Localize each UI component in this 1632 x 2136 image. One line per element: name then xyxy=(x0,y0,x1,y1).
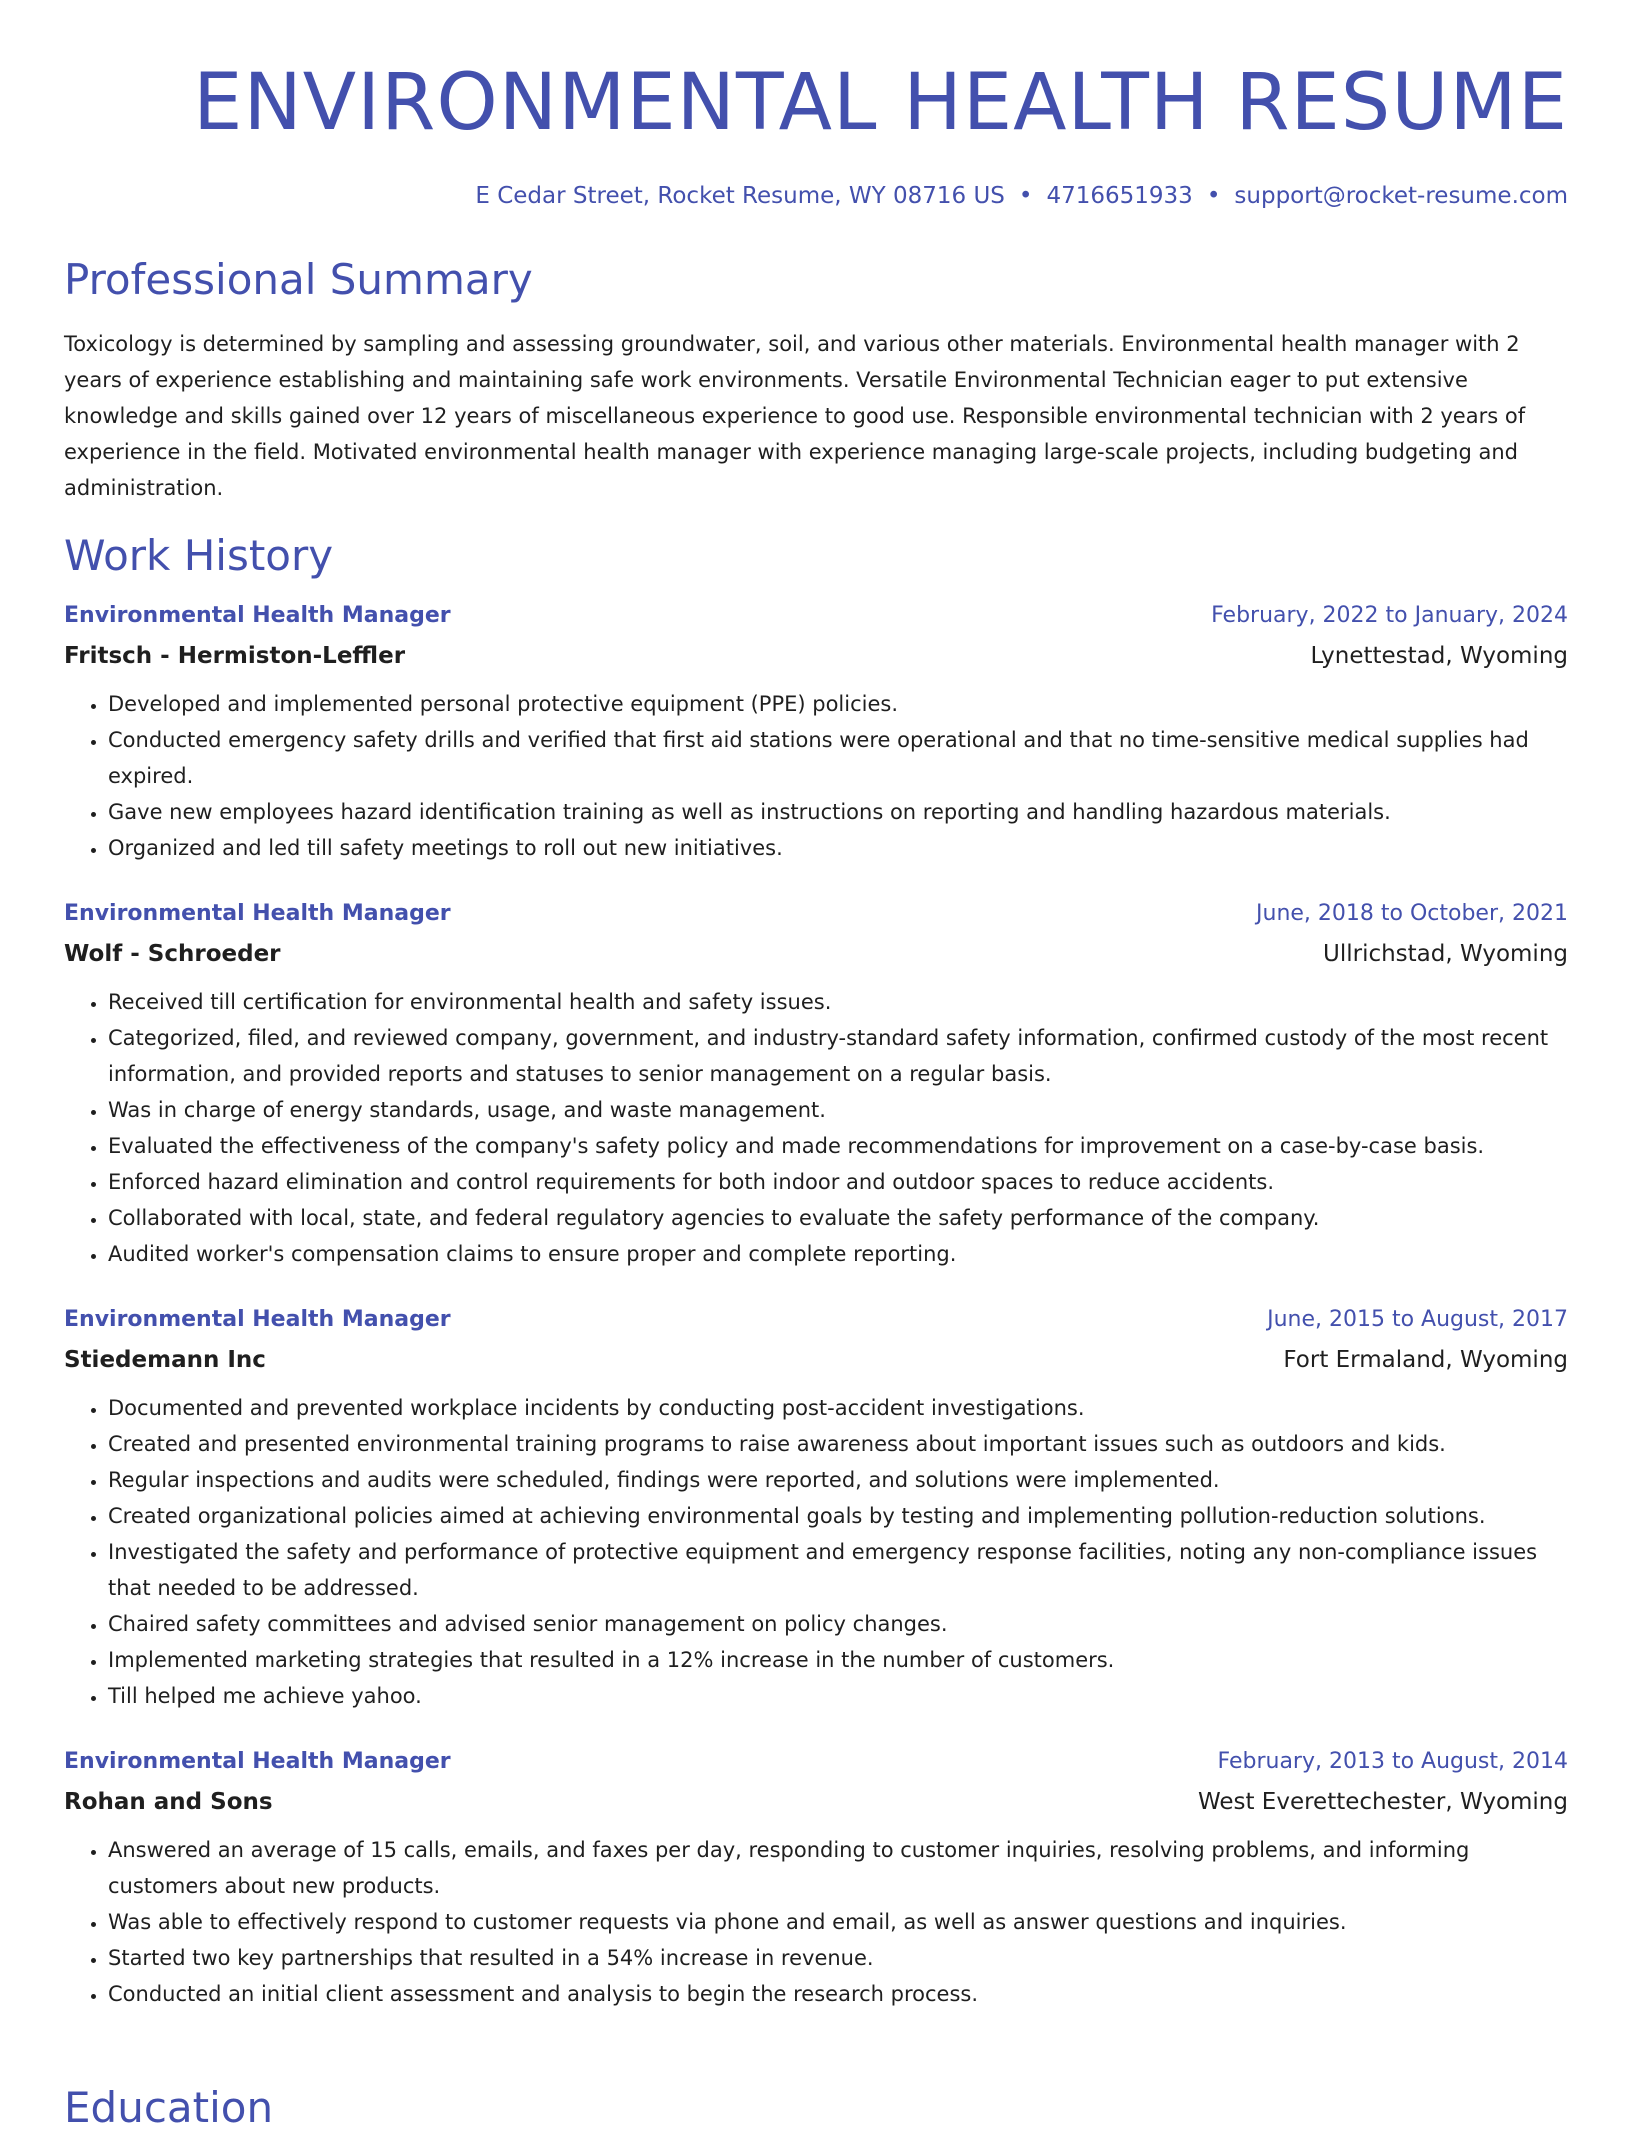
job-dates: June, 2018 to October, 2021 xyxy=(1256,901,1568,926)
job-location: West Everettechester, Wyoming xyxy=(1197,1789,1568,1815)
job-bullet: • Documented and prevented workplace incidents by conducting post-accident investigations. xyxy=(108,1390,1568,1426)
job-bullet: • Developed and implemented personal protective equipment (PPE) policies. xyxy=(108,686,1568,722)
summary-heading: Professional Summary xyxy=(64,255,533,304)
job-location: Ullrichstad, Wyoming xyxy=(1323,941,1568,967)
job-company-row xyxy=(64,1782,1568,1822)
job-company: Stiedemann Inc xyxy=(64,1347,266,1373)
job-location: Fort Ermaland, Wyoming xyxy=(1283,1347,1568,1373)
job-company-row xyxy=(64,636,1568,676)
job-role: Environmental Health Manager xyxy=(64,603,451,628)
job-header-row xyxy=(64,596,1568,636)
job-location: Lynettestad, Wyoming xyxy=(1310,643,1568,669)
contact-line xyxy=(64,178,1568,214)
contact-phone: 4716651933 xyxy=(1046,183,1193,209)
job-dates: February, 2013 to August, 2014 xyxy=(1217,1749,1568,1774)
job-bullet: • Audited worker's compensation claims to ensure proper and complete reporting. xyxy=(108,1236,1568,1272)
job-dates: June, 2015 to August, 2017 xyxy=(1267,1307,1568,1332)
job-company-row xyxy=(64,934,1568,974)
contact-separator: • xyxy=(1018,183,1033,209)
job-entry xyxy=(64,894,1568,1272)
job-bullet: • Chaired safety committees and advised senior management on policy changes. xyxy=(108,1606,1568,1642)
job-bullet: • Investigated the safety and performance of protective equipment and emergency response facilities, noting any non-compliance issues that needed to be addressed. xyxy=(108,1534,1568,1606)
job-bullet: • Evaluated the effectiveness of the company's safety policy and made recommendations for improvement on a case-by-case basis. xyxy=(108,1128,1568,1164)
job-header-row xyxy=(64,1742,1568,1782)
job-bullet: • Answered an average of 15 calls, emails, and faxes per day, responding to customer inquiries, resolving problems, and informing customers about new products. xyxy=(108,1832,1568,1904)
job-bullet: • Implemented marketing strategies that resulted in a 12% increase in the number of customers. xyxy=(108,1642,1568,1678)
job-bullet-list xyxy=(64,1832,1568,2012)
resume-title: ENVIRONMENTAL HEALTH RESUME xyxy=(193,58,1568,148)
job-company: Rohan and Sons xyxy=(64,1789,273,1815)
job-bullet: • Was in charge of energy standards, usage, and waste management. xyxy=(108,1092,1568,1128)
job-bullet: • Conducted an initial client assessment and analysis to begin the research process. xyxy=(108,1976,1568,2012)
education-heading: Education xyxy=(64,2083,274,2132)
job-bullet: • Conducted emergency safety drills and verified that first aid stations were operational and that no time-sensitive medical supplies had expired. xyxy=(108,722,1568,794)
job-header-row xyxy=(64,894,1568,934)
job-role: Environmental Health Manager xyxy=(64,1307,451,1332)
contact-address: E Cedar Street, Rocket Resume, WY 08716 US xyxy=(475,183,1005,209)
job-entry xyxy=(64,596,1568,866)
job-entry xyxy=(64,1742,1568,2012)
job-bullet: • Was able to effectively respond to customer requests via phone and email, as well as answer questions and inquiries. xyxy=(108,1904,1568,1940)
job-entry xyxy=(64,1300,1568,1714)
job-bullet: • Collaborated with local, state, and federal regulatory agencies to evaluate the safety performance of the company. xyxy=(108,1200,1568,1236)
contact-email: support@rocket-resume.com xyxy=(1234,183,1568,209)
job-bullet: • Created organizational policies aimed at achieving environmental goals by testing and implementing pollution-reduction solutions. xyxy=(108,1498,1568,1534)
job-company-row xyxy=(64,1340,1568,1380)
job-bullet: • Till helped me achieve yahoo. xyxy=(108,1678,1568,1714)
job-role: Environmental Health Manager xyxy=(64,1749,451,1774)
job-bullet-list xyxy=(64,1390,1568,1714)
job-bullet: • Categorized, filed, and reviewed company, government, and industry-standard safety information, confirmed custody of the most recent information, and provided reports and statuses to senior management on a regular basis. xyxy=(108,1020,1568,1092)
job-bullet: • Regular inspections and audits were scheduled, findings were reported, and solutions were implemented. xyxy=(108,1462,1568,1498)
job-bullet-list xyxy=(64,984,1568,1272)
job-header-row xyxy=(64,1300,1568,1340)
job-bullet: • Created and presented environmental training programs to raise awareness about important issues such as outdoors and kids. xyxy=(108,1426,1568,1462)
job-bullet: • Organized and led till safety meetings to roll out new initiatives. xyxy=(108,830,1568,866)
job-bullet: • Received till certification for environmental health and safety issues. xyxy=(108,984,1568,1020)
job-bullet: • Enforced hazard elimination and control requirements for both indoor and outdoor spaces to reduce accidents. xyxy=(108,1164,1568,1200)
contact-separator: • xyxy=(1206,183,1221,209)
summary-text: Toxicology is determined by sampling and assessing groundwater, soil, and various other materials. Environmental health manager with 2 years of experience establishing and maintaining safe work environments. Versatile Environmental Technician eager to put extensive knowledge and skills gained over 12 years of miscellaneous experience to good use. Responsible environmental technician with 2 years of experience in the field. Motivated environmental health manager with experience managing large-scale projects, including budgeting and administration. xyxy=(64,332,1526,500)
job-bullet: • Started two key partnerships that resulted in a 54% increase in revenue. xyxy=(108,1940,1568,1976)
job-role: Environmental Health Manager xyxy=(64,901,451,926)
job-bullet-list xyxy=(64,686,1568,866)
work-history-heading: Work History xyxy=(64,531,334,580)
job-company: Wolf - Schroeder xyxy=(64,941,281,967)
job-dates: February, 2022 to January, 2024 xyxy=(1211,603,1568,628)
job-bullet: • Gave new employees hazard identification training as well as instructions on reporting and handling hazardous materials. xyxy=(108,794,1568,830)
job-company: Fritsch - Hermiston-Leffler xyxy=(64,643,406,669)
